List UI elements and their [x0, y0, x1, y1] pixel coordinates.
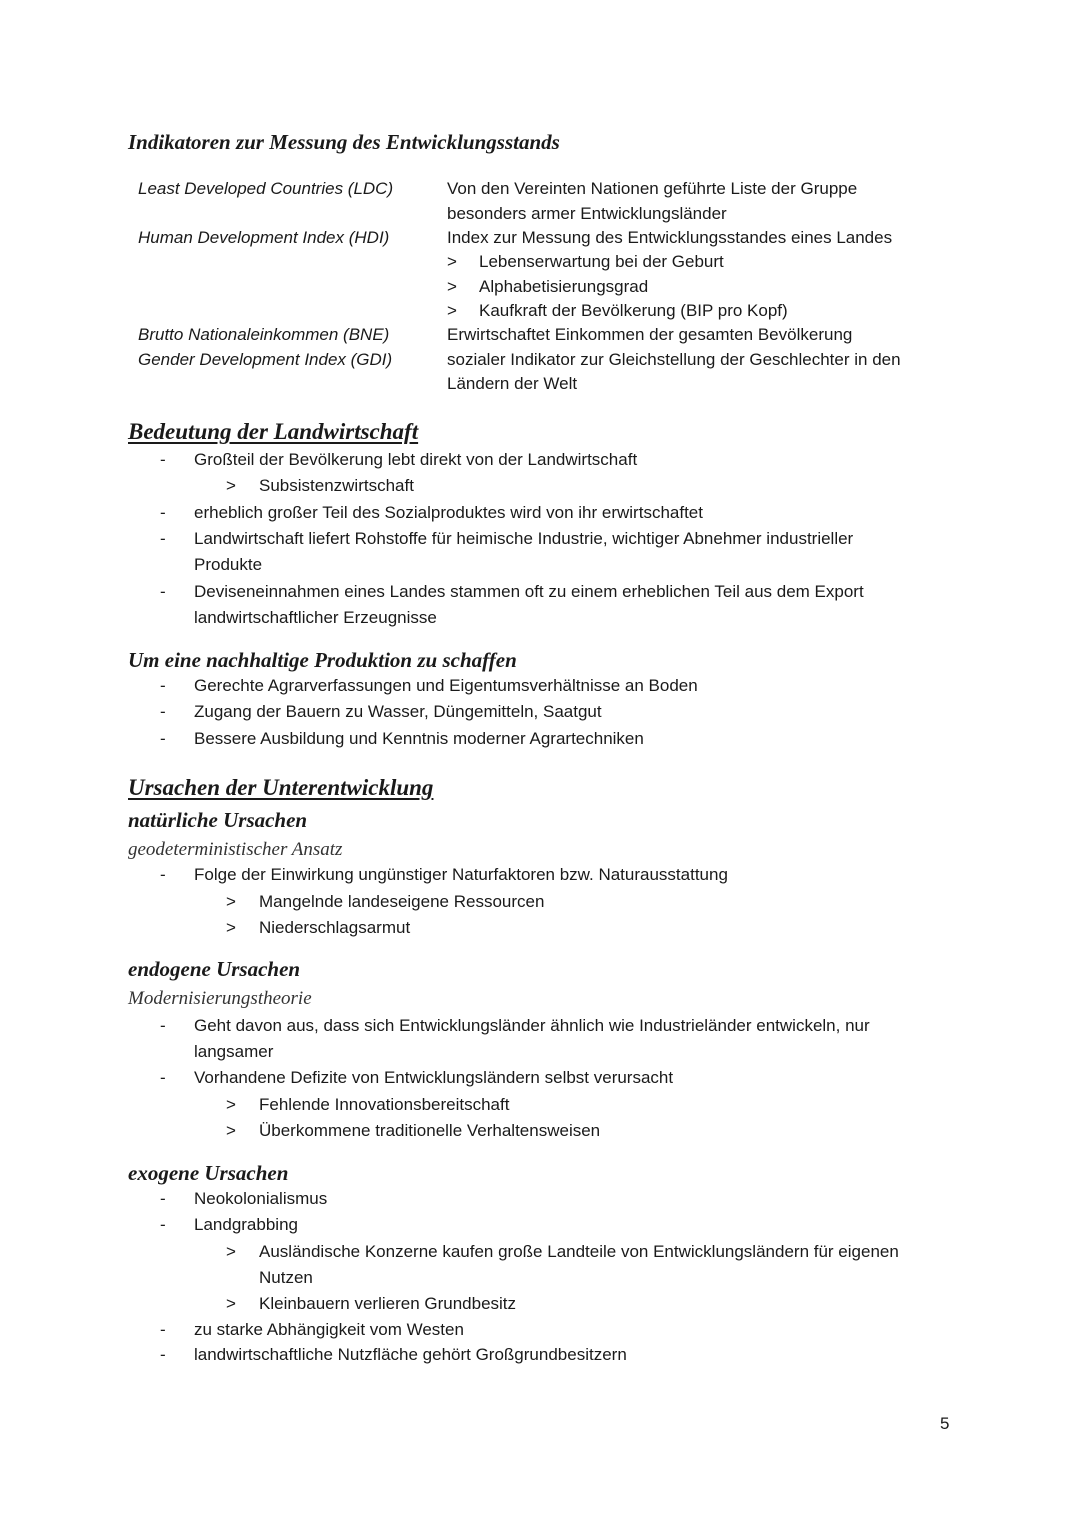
dash-bullet: - [160, 1345, 166, 1364]
list-item: Deviseneinnahmen eines Landes stammen oft zu einem erheblichen Teil aus dem Export [194, 582, 864, 601]
arrow-symbol: > [226, 476, 236, 495]
dash-bullet: - [160, 1068, 166, 1087]
term-gdi: Gender Development Index (GDI) [138, 350, 393, 369]
sub-item: Fehlende Innovationsbereitschaft [259, 1095, 510, 1114]
endogenous-approach: Modernisierungstheorie [128, 988, 312, 1009]
term-ldc: Least Developed Countries (LDC) [138, 179, 394, 198]
dash-bullet: - [160, 1189, 166, 1208]
dash-bullet: - [160, 450, 166, 469]
list-item: Vorhandene Defizite von Entwicklungsländern selbst verursacht [194, 1068, 674, 1087]
agriculture-heading: Bedeutung der Landwirtschaft [128, 419, 419, 444]
sub-item: Kleinbauern verlieren Grundbesitz [259, 1294, 517, 1313]
arrow-symbol: > [226, 892, 236, 911]
dash-bullet: - [160, 676, 166, 695]
list-item: Gerechte Agrarverfassungen und Eigentumsverhältnisse an Boden [194, 676, 698, 695]
list-item-cont: langsamer [194, 1042, 274, 1061]
arrow-symbol: > [226, 1121, 236, 1140]
list-item: Neokolonialismus [194, 1189, 328, 1208]
arrow-symbol: > [226, 1294, 236, 1313]
hdi-bullet-3: Kaufkraft der Bevölkerung (BIP pro Kopf) [479, 301, 788, 320]
desc-ldc-1: Von den Vereinten Nationen geführte Liste der Gruppe [447, 179, 858, 198]
list-item: Zugang der Bauern zu Wasser, Düngemitteln, Saatgut [194, 702, 602, 721]
list-item: Folge der Einwirkung ungünstiger Naturfaktoren bzw. Naturausstattung [194, 865, 728, 884]
hdi-bullet-1: Lebenserwartung bei der Geburt [479, 252, 724, 271]
list-item: zu starke Abhängigkeit vom Westen [194, 1320, 464, 1339]
list-item: Landwirtschaft liefert Rohstoffe für heimische Industrie, wichtiger Abnehmer industrieller [194, 529, 854, 548]
list-item-cont: landwirtschaftlicher Erzeugnisse [194, 608, 437, 627]
sub-item: Überkommene traditionelle Verhaltensweisen [259, 1121, 601, 1140]
endogenous-heading: endogene Ursachen [128, 957, 301, 981]
arrow-symbol: > [226, 1242, 236, 1261]
dash-bullet: - [160, 702, 166, 721]
sub-item: Mangelnde landeseigene Ressourcen [259, 892, 545, 911]
sub-item-cont: Nutzen [259, 1268, 313, 1287]
list-item: landwirtschaftliche Nutzfläche gehört Großgrundbesitzern [194, 1345, 627, 1364]
term-bne: Brutto Nationaleinkommen (BNE) [138, 325, 390, 344]
desc-hdi: Index zur Messung des Entwicklungsstandes eines Landes [447, 228, 893, 247]
desc-gdi-2: Ländern der Welt [447, 374, 578, 393]
list-item: Bessere Ausbildung und Kenntnis moderner Agrartechniken [194, 729, 644, 748]
causes-heading: Ursachen der Unterentwicklung [128, 775, 434, 800]
list-item: Großteil der Bevölkerung lebt direkt von der Landwirtschaft [194, 450, 638, 469]
sustainable-heading: Um eine nachhaltige Produktion zu schaffen [128, 648, 517, 672]
dash-bullet: - [160, 865, 166, 884]
exogenous-heading: exogene Ursachen [128, 1161, 289, 1185]
list-item: erheblich großer Teil des Sozialproduktes wird von ihr erwirtschaftet [194, 503, 703, 522]
hdi-bullet-2: Alphabetisierungsgrad [479, 277, 649, 296]
natural-approach: geodeterministischer Ansatz [128, 839, 343, 860]
list-item: Geht davon aus, dass sich Entwicklungsländer ähnlich wie Industrieländer entwickeln, nur [194, 1016, 870, 1035]
natural-causes-heading: natürliche Ursachen [128, 808, 308, 832]
sub-item: Subsistenzwirtschaft [259, 476, 414, 495]
dash-bullet: - [160, 1016, 166, 1035]
term-hdi: Human Development Index (HDI) [138, 228, 390, 247]
dash-bullet: - [160, 503, 166, 522]
desc-bne: Erwirtschaftet Einkommen der gesamten Bevölkerung [447, 325, 853, 344]
dash-bullet: - [160, 729, 166, 748]
arrow-symbol: > [226, 1095, 236, 1114]
arrow-symbol: > [447, 277, 457, 296]
dash-bullet: - [160, 1320, 166, 1339]
arrow-symbol: > [447, 252, 457, 271]
dash-bullet: - [160, 529, 166, 548]
dash-bullet: - [160, 1215, 166, 1234]
list-item-cont: Produkte [194, 555, 263, 574]
dash-bullet: - [160, 582, 166, 601]
list-item: Landgrabbing [194, 1215, 298, 1234]
desc-ldc-2: besonders armer Entwicklungsländer [447, 204, 727, 223]
sub-item: Niederschlagsarmut [259, 918, 411, 937]
arrow-symbol: > [226, 918, 236, 937]
page-number: 5 [940, 1414, 950, 1433]
desc-gdi-1: sozialer Indikator zur Gleichstellung der Geschlechter in den [447, 350, 901, 369]
arrow-symbol: > [447, 301, 457, 320]
indicators-heading: Indikatoren zur Messung des Entwicklungsstands [128, 130, 560, 154]
sub-item: Ausländische Konzerne kaufen große Landteile von Entwicklungsländern für eigenen [259, 1242, 899, 1261]
